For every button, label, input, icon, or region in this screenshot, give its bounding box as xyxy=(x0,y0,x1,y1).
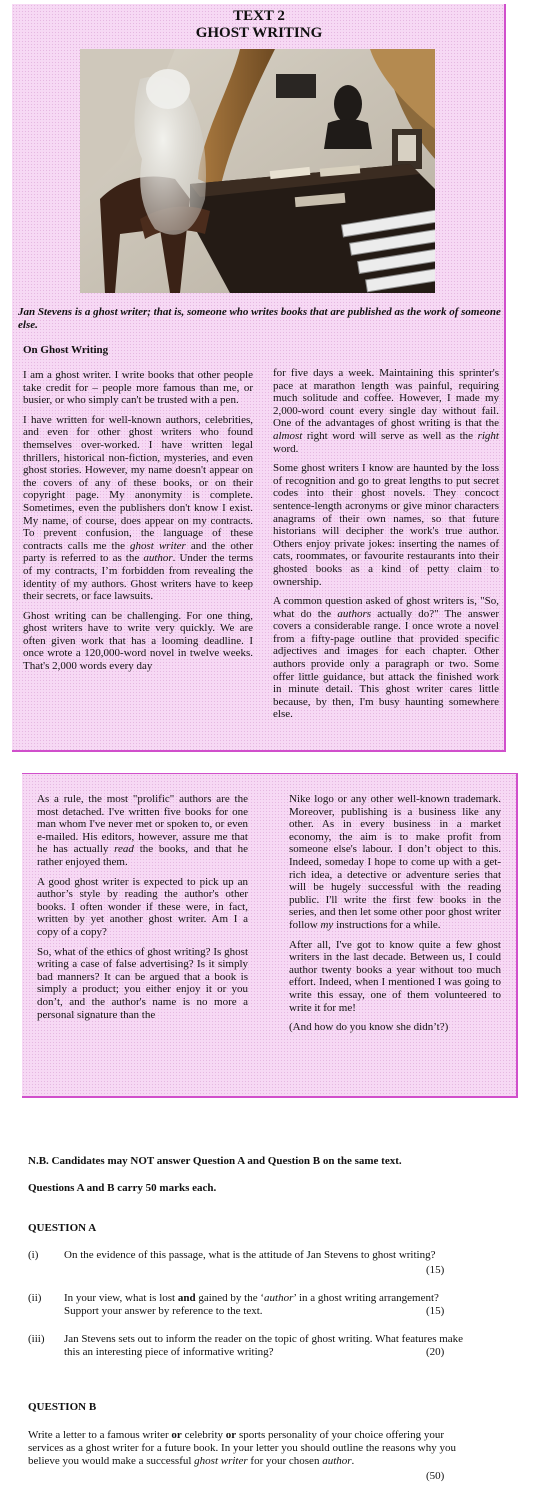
paragraph: (And how do you know she didn’t?) xyxy=(289,1021,449,1034)
nb-instruction: N.B. Candidates may NOT answer Question A and Question B on the same text. xyxy=(28,1155,402,1167)
article-column-1 xyxy=(23,369,253,680)
question-b-text-line2: services as a ghost writer for a future book. In your letter you should outline the reasons why you xyxy=(28,1442,456,1454)
question-a-i-number: (i) xyxy=(28,1249,39,1261)
page-title: GHOST WRITING xyxy=(195,25,323,41)
question-a-ii-text-line2: Support your answer by reference to the text. xyxy=(64,1305,263,1317)
paragraph: Ghost writing can be challenging. For one thing, ghost writers have to write very quickly. We are often given work that has a looming deadline. I once wrote a 120,000-word novel in twelve weeks. That's 2,000 words every day xyxy=(23,609,253,673)
question-a-i-text: On the evidence of this passage, what is the attitude of Jan Stevens to ghost writing? xyxy=(64,1249,436,1261)
text-number-heading: TEXT 2 xyxy=(233,8,285,24)
paragraph: Nike logo or any other well-known trademark. Moreover, publishing is a business like any other. As in every business in a market economy, the aim is to make profit from someone else's labour. I don’t object to this. Indeed, someday I hope to come up with a get-rich idea, a detective or adventure series that will be hugely successful with the reading public. I'll write the first few books in the series, and then let some other poor ghost writer follow my instructions for a while. xyxy=(289,793,501,931)
paragraph: So, what of the ethics of ghost writing? Is ghost writing a case of false advertising? Is it simply bad manners? It can be argued that a book is simply a product; you either enjoy it or you don’t, and the author's name is no more a personal signature than the xyxy=(37,945,248,1021)
question-a-ii-text: In your view, what is lost and gained by the ‘author’ in a ghost writing arrangement? xyxy=(64,1292,439,1304)
question-a-iii-text-line2: this an interesting piece of informative writing? xyxy=(64,1346,274,1358)
paragraph: As a rule, the most "prolific" authors are the most detached. I've written five books for one man whom I've never met or spoken to, or even e-mailed. His editors, however, assure me that he has actually read the books, and that he rather enjoyed them. xyxy=(37,793,248,868)
paragraph: A common question asked of ghost writers is, "So, what do the authors actually do?" The answer covers a considerable range. I once wrote a novel from a fifty-page outline that provided specific adjectives and images for each chapter. Other authors provide only a paragraph or two. Some offer little guidance, but attack the finished work in minute detail. This ghost writer cares little because, by then, I'm busy haunting somewhere else. xyxy=(273,595,499,721)
question-b-text-line1: Write a letter to a famous writer or celebrity or sports personality of your choice offering your xyxy=(28,1429,445,1441)
article-subheading: On Ghost Writing xyxy=(23,344,109,356)
paragraph: Some ghost writers I know are haunted by the loss of recognition and go to great lengths to put secret codes into their ghost novels. They concoct sentence-length acronyms or give minor characters anagrams of their own names, so that future historians will decipher the work's true author. Others enjoy private jokes: inserting the names of cats, roommates, or favourite restaurants into their ghosted books as a kind of petty claim to ownership. xyxy=(273,462,499,588)
question-a-iii-number: (iii) xyxy=(28,1333,45,1345)
article-column-3 xyxy=(37,793,248,1028)
paragraph: After all, I've got to know quite a few ghost writers in the last decade. Between us, I could author twenty books a year without too much effort. Indeed, when I mentioned I was going to write this essay, one of them volunteered to write it for me! xyxy=(289,938,501,1014)
article-column-4 xyxy=(289,793,501,1041)
question-a-iii-marks: (20) xyxy=(426,1346,445,1358)
question-a-ii-number: (ii) xyxy=(28,1292,42,1304)
article-column-2 xyxy=(273,367,499,728)
question-a-heading: QUESTION A xyxy=(28,1222,97,1234)
article-caption: Jan Stevens is a ghost writer; that is, someone who writes books that are published as the work of someone else. xyxy=(18,306,501,331)
question-a-i-marks: (15) xyxy=(426,1264,445,1276)
paragraph: I am a ghost writer. I write books that other people take credit for – people more famous than me, or busier, or who simply can't be trusted with a pen. xyxy=(23,369,253,407)
paragraph: I have written for well-known authors, celebrities, and even for other ghost writers who found themselves over-worked. I have written legal thrillers, historical non-fiction, mysteries, and even ghost stories. However, my name doesn't appear on the covers of any of these books, or on their copyright page. My anonymity is complete. Sometimes, even the publishers don't know I exist. My name, of course, does appear on my contracts. To prevent confusion, the language of these contracts calls me the ghost writer and the other party is referred to as the author. Under the terms of my contracts, I’m forbidden from revealing the identity of my authors. Ghost writers have to keep their secrets, or face lawsuits. xyxy=(23,413,253,603)
ghost-writer-photo xyxy=(80,49,435,293)
question-a-iii-text: Jan Stevens sets out to inform the reader on the topic of ghost writing. What features make xyxy=(64,1333,464,1345)
marks-note: Questions A and B carry 50 marks each. xyxy=(28,1182,217,1194)
question-a-ii-marks: (15) xyxy=(426,1305,445,1317)
question-b-text-line3: believe you would make a successful ghost writer for your chosen author. xyxy=(28,1455,355,1467)
paragraph: for five days a week. Maintaining this sprinter's pace at marathon length was painful, requiring much solitude and coffee. However, I made my 2,000-word count every single day without fail. One of the advantages of ghost writing is that the almost right word will serve as well as the right word. xyxy=(273,367,499,455)
question-b-marks: (50) xyxy=(426,1470,445,1482)
paragraph: A good ghost writer is expected to pick up an author’s style by reading the author's other books. I often wonder if these were, in fact, written by yet another ghost writer. Am I a copy of a copy? xyxy=(37,875,248,938)
question-b-heading: QUESTION B xyxy=(28,1401,97,1413)
